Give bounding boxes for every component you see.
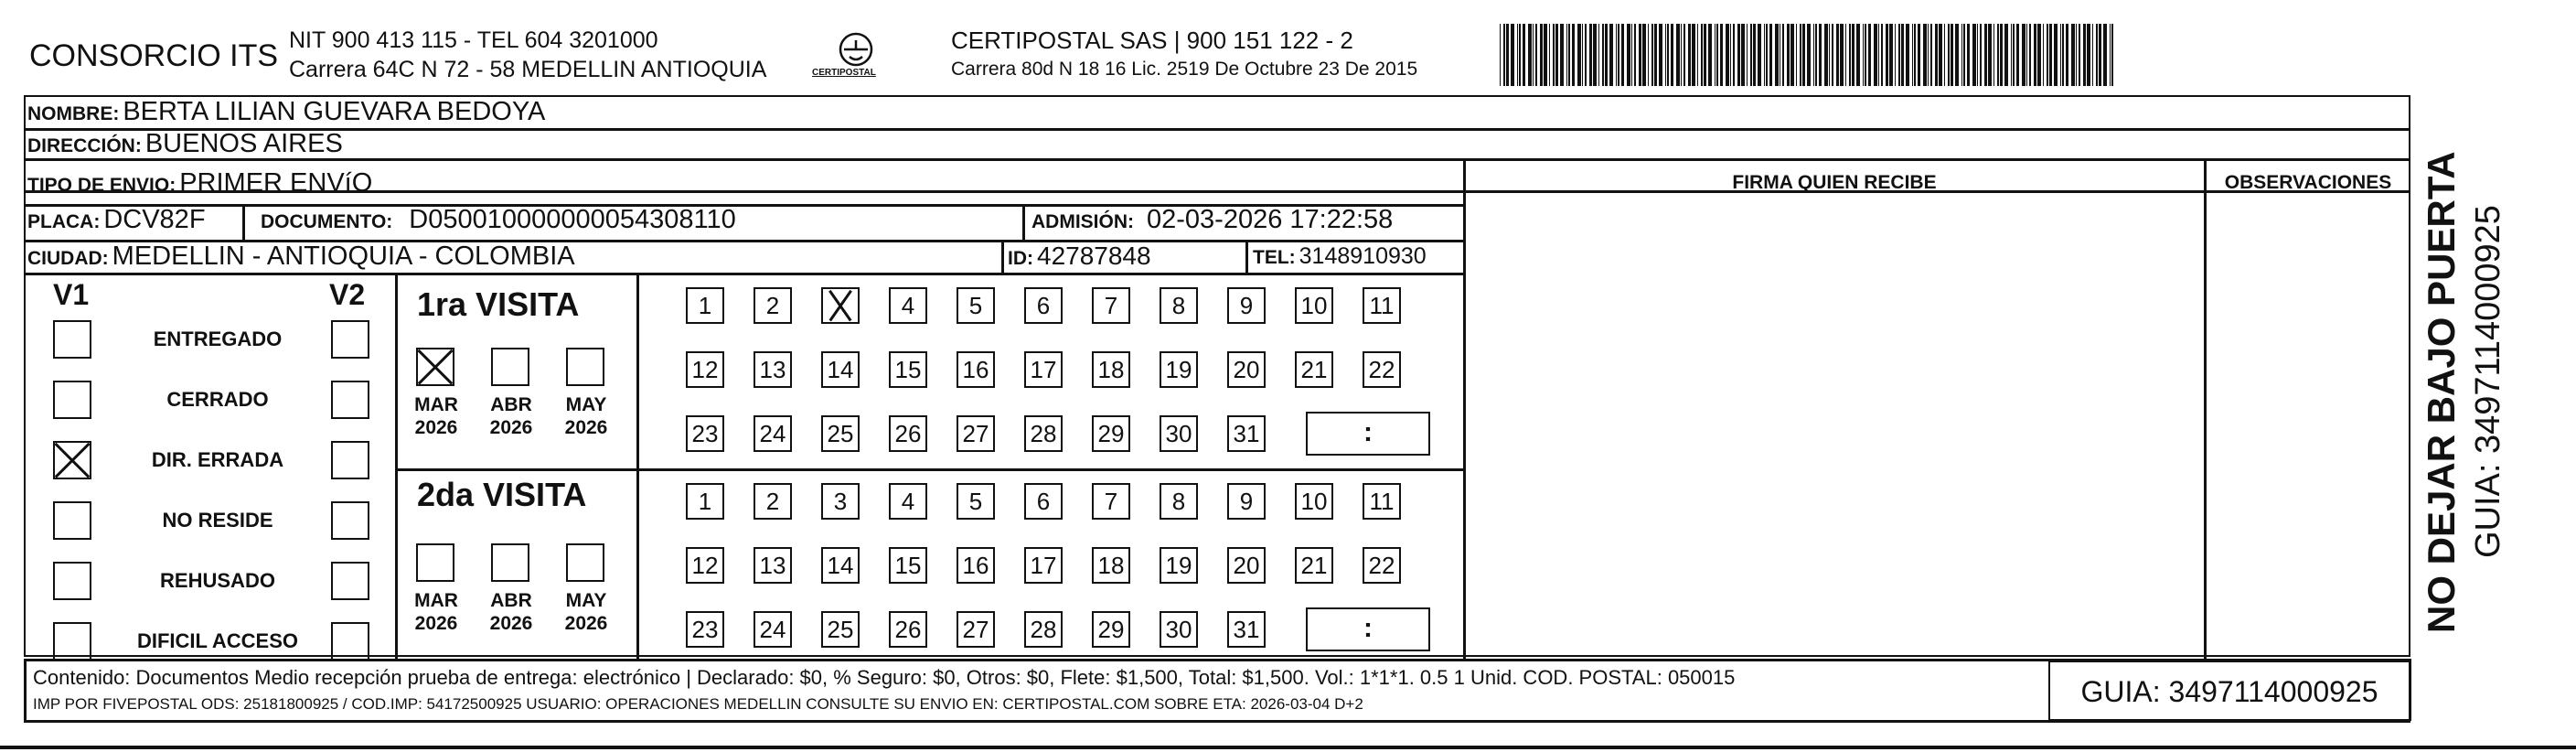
id-value: 42787848 xyxy=(1037,242,1151,270)
city xyxy=(27,242,575,272)
visit2-month-box-0[interactable] xyxy=(416,543,454,582)
visit2-month-1: ABR xyxy=(490,590,532,611)
admission-label: ADMISIÓN: xyxy=(1031,211,1134,232)
visit1-day-23[interactable]: 23 xyxy=(686,415,724,452)
plate-value: DCV82F xyxy=(103,205,206,234)
side-warning: NO DEJAR BAJO PUERTA xyxy=(2420,151,2463,633)
visit2-day-16[interactable]: 16 xyxy=(957,547,995,584)
v2-checkbox-5[interactable] xyxy=(331,622,369,661)
visit2-day-5[interactable]: 5 xyxy=(957,483,995,520)
visit2-day-10[interactable]: 10 xyxy=(1295,483,1333,520)
signature-header: FIRMA QUIEN RECIBE xyxy=(1732,172,1937,193)
visit2-day-3[interactable]: 3 xyxy=(821,483,860,520)
footer-guide: GUIA: 3497114000925 xyxy=(2080,675,2378,708)
phone xyxy=(1253,243,1427,270)
city-label: CIUDAD: xyxy=(27,248,109,269)
visit1-month-box-2[interactable] xyxy=(566,348,604,386)
tel-value: 3148910930 xyxy=(1299,243,1427,269)
v1-checkbox-3[interactable] xyxy=(53,501,91,540)
visit2-day-7[interactable]: 7 xyxy=(1092,483,1130,520)
recipient-address xyxy=(27,129,343,159)
visit1-day-2[interactable]: 2 xyxy=(754,287,792,324)
visit1-day-16[interactable]: 16 xyxy=(957,351,995,388)
visit1-day-20[interactable]: 20 xyxy=(1227,351,1266,388)
id-label: ID: xyxy=(1008,248,1033,269)
visit2-month-2: MAY xyxy=(565,590,607,611)
shipment-type xyxy=(27,168,372,199)
visit1-day-8[interactable]: 8 xyxy=(1160,287,1198,324)
v2-checkbox-1[interactable] xyxy=(331,381,369,419)
visit2-day-14[interactable]: 14 xyxy=(821,547,860,584)
visit1-day-30[interactable]: 30 xyxy=(1160,415,1198,452)
visit2-year-2: 2026 xyxy=(564,613,608,634)
v2-checkbox-3[interactable] xyxy=(331,501,369,540)
visit1-month-2: MAY xyxy=(565,394,607,415)
visit2-month-box-1[interactable] xyxy=(491,543,529,582)
company-name: CONSORCIO ITS xyxy=(29,38,279,73)
v1-checkbox-1[interactable] xyxy=(53,381,91,419)
v1-checkbox-5[interactable] xyxy=(53,622,91,661)
v1-checkbox-0[interactable] xyxy=(53,320,91,359)
visit1-month-box-1[interactable] xyxy=(491,348,529,386)
name-value: BERTA LILIAN GUEVARA BEDOYA xyxy=(123,97,546,126)
v2-header: V2 xyxy=(329,278,366,311)
visit1-day-6[interactable]: 6 xyxy=(1024,287,1063,324)
visit2-day-27[interactable]: 27 xyxy=(957,611,995,648)
visit2-day-2[interactable]: 2 xyxy=(754,483,792,520)
visit1-day-25[interactable]: 25 xyxy=(821,415,860,452)
v1-checkbox-2[interactable] xyxy=(53,441,91,479)
visit2-day-23[interactable]: 23 xyxy=(686,611,724,648)
contents-line: Contenido: Documentos Medio recepción prueba de entrega: electrónico | Declarado: $0, % Seguro: $0, Otros: $0, Flete: $1,500, Total: $1,500. Vol.: 1*1*1. 0.5 1 Unid. COD. POSTAL: 050015 xyxy=(33,666,1736,689)
address-label: DIRECCIÓN: xyxy=(27,135,142,156)
type-label: TIPO DE ENVIO: xyxy=(27,175,176,196)
visit2-day-29[interactable]: 29 xyxy=(1092,611,1130,648)
recipient-name xyxy=(27,97,545,127)
visit1-day-12[interactable]: 12 xyxy=(686,351,724,388)
visit2-day-8[interactable]: 8 xyxy=(1160,483,1198,520)
visit1-day-7[interactable]: 7 xyxy=(1092,287,1130,324)
company-address: Carrera 64C N 72 - 58 MEDELLIN ANTIOQUIA xyxy=(289,57,767,82)
status-label-1: CERRADO xyxy=(166,388,269,411)
visit2-title: 2da VISITA xyxy=(417,476,587,513)
observations-header: OBSERVACIONES xyxy=(2224,172,2392,193)
visit2-month-0: MAR xyxy=(414,590,458,611)
status-label-0: ENTREGADO xyxy=(153,328,283,350)
visit1-year-0: 2026 xyxy=(414,417,458,438)
visit1-title: 1ra VISITA xyxy=(417,285,580,323)
visit2-year-0: 2026 xyxy=(414,613,458,634)
visit2-day-11[interactable]: 11 xyxy=(1363,483,1401,520)
visit2-day-12[interactable]: 12 xyxy=(686,547,724,584)
visit1-day-17[interactable]: 17 xyxy=(1024,351,1063,388)
company-nit: NIT 900 413 115 - TEL 604 3201000 xyxy=(289,27,658,53)
visit2-day-28[interactable]: 28 xyxy=(1024,611,1063,648)
visit1-year-1: 2026 xyxy=(489,417,533,438)
v2-checkbox-4[interactable] xyxy=(331,562,369,600)
visit1-day-11[interactable]: 11 xyxy=(1363,287,1401,324)
visit2-day-18[interactable]: 18 xyxy=(1092,547,1130,584)
status-label-3: NO RESIDE xyxy=(162,509,273,532)
visit2-day-13[interactable]: 13 xyxy=(754,547,792,584)
visit1-day-19[interactable]: 19 xyxy=(1160,351,1198,388)
visit1-day-18[interactable]: 18 xyxy=(1092,351,1130,388)
visit2-day-6[interactable]: 6 xyxy=(1024,483,1063,520)
visit1-day-15[interactable]: 15 xyxy=(889,351,927,388)
visit1-day-24[interactable]: 24 xyxy=(754,415,792,452)
visit2-day-17[interactable]: 17 xyxy=(1024,547,1063,584)
visit2-day-25[interactable]: 25 xyxy=(821,611,860,648)
carrier-info: CERTIPOSTAL SAS | 900 151 122 - 2 xyxy=(951,27,1353,54)
barcode xyxy=(1500,24,2228,86)
visit2-day-9[interactable]: 9 xyxy=(1227,483,1266,520)
visit1-month-box-0[interactable] xyxy=(416,348,454,386)
visit1-day-28[interactable]: 28 xyxy=(1024,415,1063,452)
visit1-month-1: ABR xyxy=(490,394,532,415)
logo-text: CERTIPOSTAL xyxy=(812,68,876,78)
side-guide: GUIA: 3497114000925 xyxy=(2469,205,2507,558)
document-value: D050010000000054308110 xyxy=(409,205,736,234)
visit2-day-4[interactable]: 4 xyxy=(889,483,927,520)
id-number xyxy=(1008,242,1151,271)
visit1-day-26[interactable]: 26 xyxy=(889,415,927,452)
visit2-day-19[interactable]: 19 xyxy=(1160,547,1198,584)
visit1-day-9[interactable]: 9 xyxy=(1227,287,1266,324)
visit1-day-5[interactable]: 5 xyxy=(957,287,995,324)
status-label-4: REHUSADO xyxy=(160,569,275,592)
name-label: NOMBRE: xyxy=(27,103,120,124)
visit2-day-20[interactable]: 20 xyxy=(1227,547,1266,584)
plate xyxy=(27,205,206,235)
v2-checkbox-2[interactable] xyxy=(331,441,369,479)
visit1-day-10[interactable]: 10 xyxy=(1295,287,1333,324)
visit1-year-2: 2026 xyxy=(564,417,608,438)
document xyxy=(261,205,736,235)
status-label-5: DIFICIL ACCESO xyxy=(136,629,298,652)
plate-label: PLACA: xyxy=(27,211,101,232)
certipostal-logo xyxy=(810,29,902,84)
visit1-day-3[interactable] xyxy=(821,287,860,324)
address-value: BUENOS AIRES xyxy=(144,129,343,158)
visit2-year-1: 2026 xyxy=(489,613,533,634)
visit2-month-box-2[interactable] xyxy=(566,543,604,582)
visit1-time-box[interactable]: : xyxy=(1306,412,1430,456)
visit1-day-29[interactable]: 29 xyxy=(1092,415,1130,452)
type-value: PRIMER ENVíO xyxy=(179,168,373,198)
admission xyxy=(1031,205,1393,235)
visit1-day-14[interactable]: 14 xyxy=(821,351,860,388)
admission-value: 02-03-2026 17:22:58 xyxy=(1147,205,1394,234)
carrier-license: Carrera 80d N 18 16 Lic. 2519 De Octubre 23 De 2015 xyxy=(951,59,1418,80)
visit1-day-21[interactable]: 21 xyxy=(1295,351,1333,388)
visit2-day-15[interactable]: 15 xyxy=(889,547,927,584)
visit1-day-13[interactable]: 13 xyxy=(754,351,792,388)
visit1-day-27[interactable]: 27 xyxy=(957,415,995,452)
visit2-day-26[interactable]: 26 xyxy=(889,611,927,648)
city-value: MEDELLIN - ANTIOQUIA - COLOMBIA xyxy=(112,242,575,271)
visit1-day-4[interactable]: 4 xyxy=(889,287,927,324)
document-label: DOCUMENTO: xyxy=(261,211,393,232)
visit1-day-1[interactable]: 1 xyxy=(686,287,724,324)
visit2-time-box[interactable]: : xyxy=(1306,607,1430,651)
status-label-2: DIR. ERRADA xyxy=(151,448,284,471)
visit2-day-30[interactable]: 30 xyxy=(1160,611,1198,648)
visit2-day-22[interactable]: 22 xyxy=(1363,547,1401,584)
v2-checkbox-0[interactable] xyxy=(331,320,369,359)
visit2-day-21[interactable]: 21 xyxy=(1295,547,1333,584)
v1-header: V1 xyxy=(53,278,90,311)
v1-checkbox-4[interactable] xyxy=(53,562,91,600)
print-line: IMP POR FIVEPOSTAL ODS: 25181800925 / COD.IMP: 54172500925 USUARIO: OPERACIONES MEDELLIN CONSULTE SU ENVIO EN: CERTIPOSTAL.COM SOBRE ETA: 2026-03-04 D+2 xyxy=(33,695,1363,713)
visit2-day-24[interactable]: 24 xyxy=(754,611,792,648)
visit2-day-31[interactable]: 31 xyxy=(1227,611,1266,648)
visit1-month-0: MAR xyxy=(414,394,458,415)
tel-label: TEL: xyxy=(1253,247,1296,268)
visit2-day-1[interactable]: 1 xyxy=(686,483,724,520)
visit1-day-31[interactable]: 31 xyxy=(1227,415,1266,452)
visit1-day-22[interactable]: 22 xyxy=(1363,351,1401,388)
